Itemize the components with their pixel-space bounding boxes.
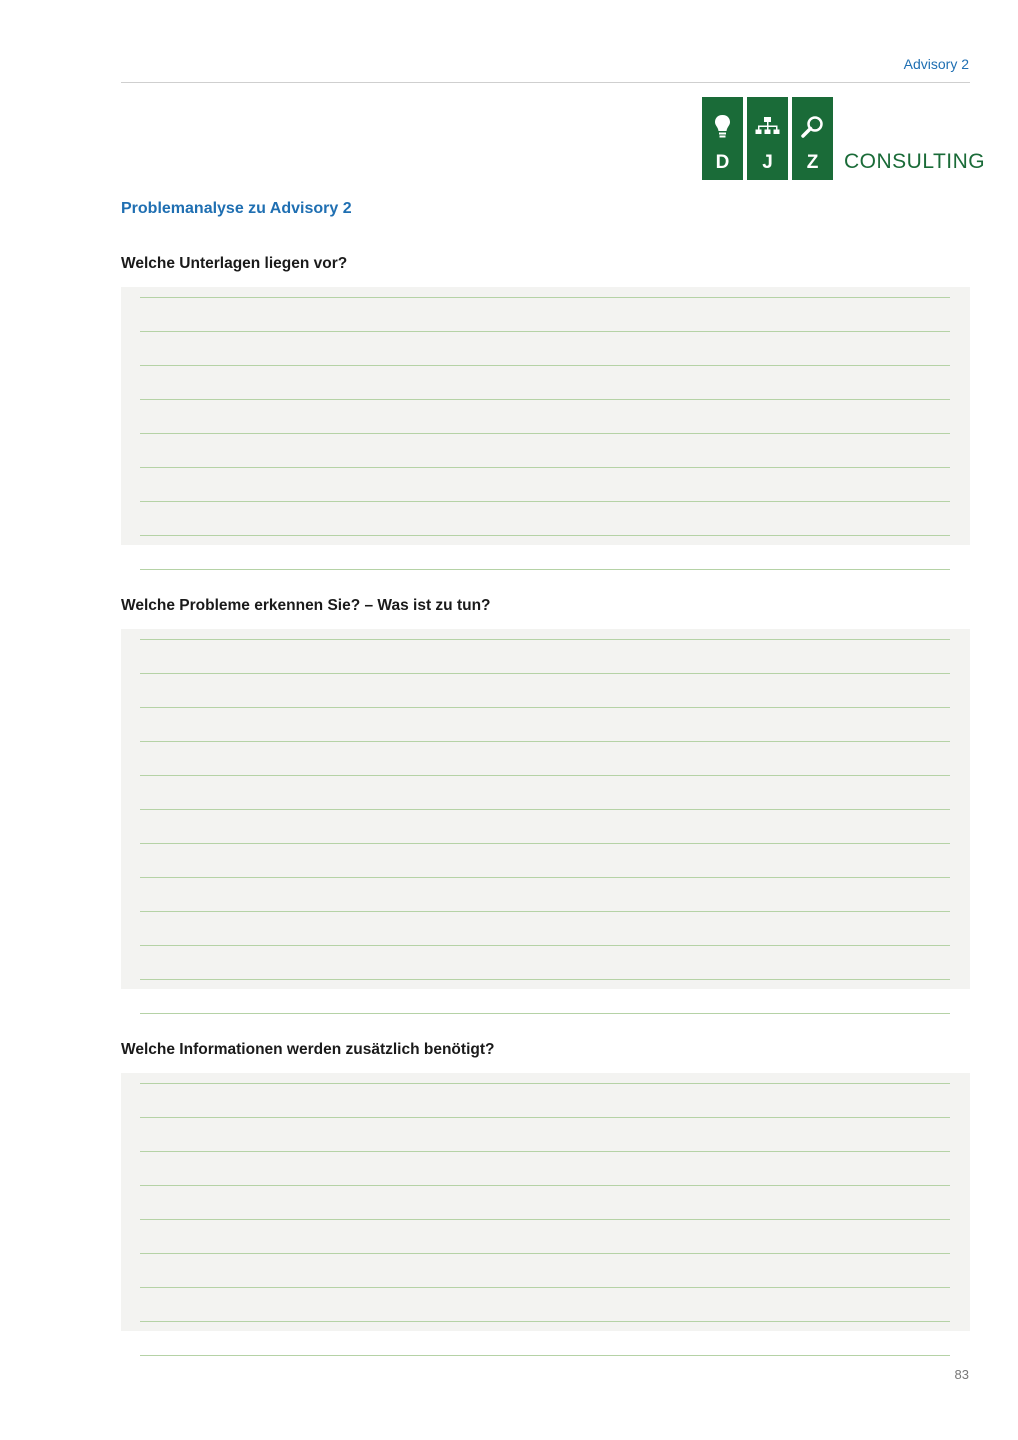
lightbulb-icon [710,113,735,141]
answer-box-2[interactable] [121,629,970,989]
answer-line [140,433,950,434]
running-head: Advisory 2 [903,56,969,72]
answer-line [140,979,950,980]
logo-tile-d [702,97,743,180]
answer-line [140,399,950,400]
logo-wordmark: CONSULTING [844,150,986,173]
logo-tile-j [747,97,788,180]
answer-line [140,1117,950,1118]
magnifier-icon [800,113,825,141]
logo-letter-d: D [715,152,730,173]
answer-line [140,501,950,502]
question-1-label: Welche Unterlagen liegen vor? [121,255,348,272]
answer-line [140,809,950,810]
answer-line [140,1287,950,1288]
org-chart-icon [755,113,780,141]
answer-box-1[interactable] [121,287,970,545]
question-2-label: Welche Probleme erkennen Sie? – Was ist zu tun? [121,597,491,614]
answer-line [140,911,950,912]
logo-letter-j: J [762,152,773,173]
answer-line [140,365,950,366]
answer-line [140,1083,950,1084]
answer-line [140,1321,950,1322]
answer-line [140,1013,950,1014]
answer-line [140,467,950,468]
section-title: Problemanalyse zu Advisory 2 [121,200,352,217]
answer-line [140,1253,950,1254]
answer-line [140,639,950,640]
logo-tile-z [792,97,833,180]
answer-line [140,1151,950,1152]
answer-line [140,569,950,570]
answer-line [140,775,950,776]
page-number: 83 [954,1367,969,1382]
answer-line [140,707,950,708]
answer-line [140,673,950,674]
answer-line [140,297,950,298]
answer-box-3[interactable] [121,1073,970,1331]
answer-line [140,535,950,536]
header-rule [121,82,970,83]
answer-line [140,1355,950,1356]
answer-line [140,331,950,332]
answer-line [140,1219,950,1220]
answer-line [140,843,950,844]
question-3-label: Welche Informationen werden zusätzlich benötigt? [121,1041,495,1058]
answer-line [140,1185,950,1186]
answer-line [140,877,950,878]
logo-letter-z: Z [806,152,819,173]
answer-line [140,945,950,946]
answer-line [140,741,950,742]
